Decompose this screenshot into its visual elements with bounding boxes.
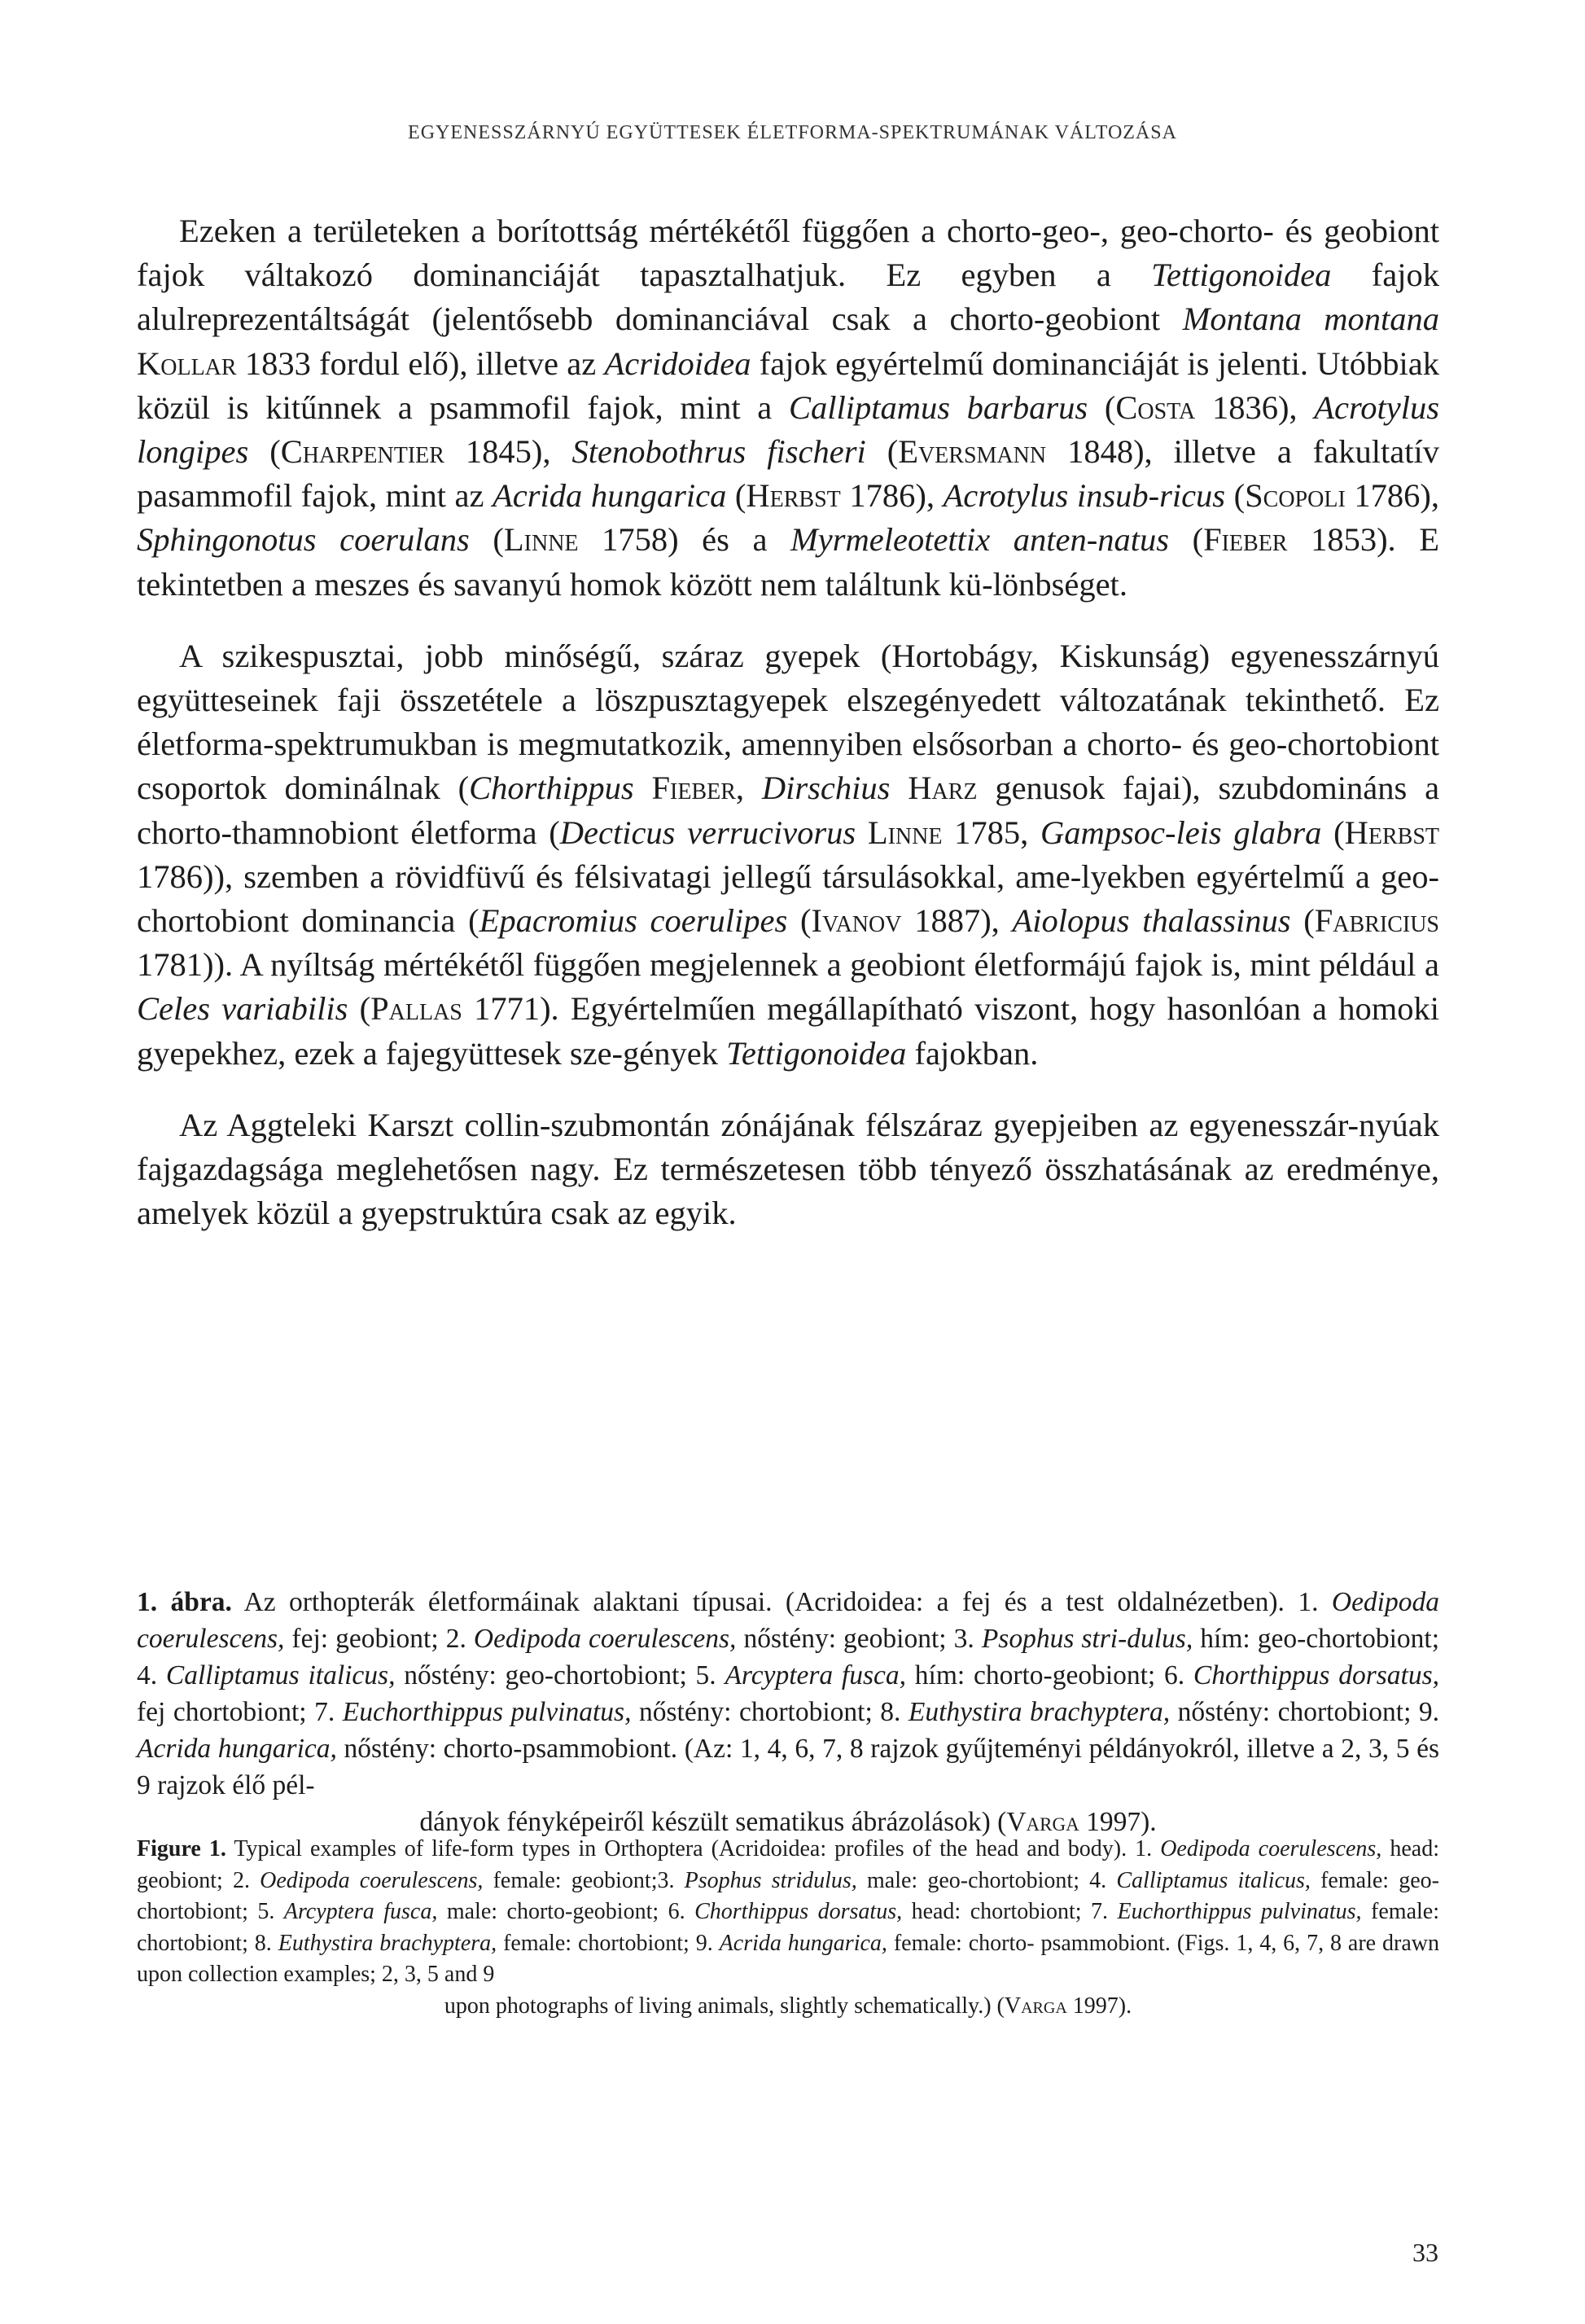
- figure-label: Figure 1.: [137, 1836, 226, 1861]
- running-head: EGYENESSZÁRNYÚ EGYÜTTESEK ÉLETFORMA-SPEKTRUMÁNAK VÁLTOZÁSA: [408, 122, 1177, 143]
- paragraph: Ezeken a területeken a borítottság mértékétől függően a chorto-geo-, geo-chorto- és geobiont fajok váltakozó dominanciáját tapasztalhatjuk. Ez egyben a Tettigonoidea fajok alulreprezentáltságát (jelentősebb dominanciával csak a chorto-geobiont Montana montana Kollar 1833 fordul elő), illetve az Acridoidea fajok egyértelmű dominanciáját is jelenti. Utóbbiak közül is kitűnnek a psammofil fajok, mint a Calliptamus barbarus (Costa 1836), Acrotylus longipes (Charpentier 1845), Stenobothrus fischeri (Eversmann 1848), illetve a fakultatív pasammofil fajok, mint az Acrida hungarica (Herbst 1786), Acrotylus insub-ricus (Scopoli 1786), Sphingonotus coerulans (Linne 1758) és a Myrmeleotettix anten-natus (Fieber 1853). E tekintetben a meszes és savanyú homok között nem találtunk kü-lönbséget.: [137, 213, 1439, 603]
- page-number: 33: [1412, 2238, 1438, 2267]
- figure-caption-hungarian: 1. ábra. Az orthopterák életformáinak alaktani típusai. (Acridoidea: a fej és a test oldalnézetben). 1. Oedipoda coerulescens, fej: geobiont; 2. Oedipoda coerulescens, nőstény: geobiont; 3. Psophus stri-dulus, hím: geo-chortobiont; 4. Calliptamus italicus, nőstény: geo-chortobiont; 5. Arcyptera fusca, hím: chorto-geobiont; 6. Chorthippus dorsatus, fej chortobiont; 7. Euchorthippus pulvinatus, nőstény: chortobiont; 8. Euthystira brachyptera, nőstény: chortobiont; 9. Acrida hungarica, nőstény: chorto-psammobiont. (Az: 1, 4, 6, 7, 8 rajzok gyűjteményi példányokról, illetve a 2, 3, 5 és 9 rajzok élő pél- dányok fényképeiről készült sematikus ábrázolások) (Varga 1997).: [137, 1587, 1440, 1837]
- paragraph: Az Aggteleki Karszt collin-szubmontán zónájának félszáraz gyepjeiben az egyenesszár-nyúak fajgazdagsága meglehetősen nagy. Ez természetesen több tényező összhatásának az eredménye, amelyek közül a gyepstruktúra csak az egyik.: [137, 1106, 1439, 1232]
- body-text: [137, 209, 1439, 1263]
- figure-label: 1. ábra.: [137, 1587, 232, 1617]
- paragraph: A szikespusztai, jobb minőségű, száraz gyepek (Hortobágy, Kiskunság) egyenesszárnyú együtteseinek faji összetétele a löszpusztagyepek elszegényedett változatának tekinthető. Ez életforma-spektrumukban is megmutatkozik, amennyiben elsősorban a chorto- és geo-chortobiont csoportok dominálnak (Chorthippus Fieber, Dirschius Harz genusok fajai), szubdomináns a chorto-thamnobiont életforma (Decticus verrucivorus Linne 1785, Gampsoc-leis glabra (Herbst 1786)), szemben a rövidfüvű és félsivatagi jellegű társulásokkal, ame-lyekben egyértelmű a geo-chortobiont dominancia (Epacromius coerulipes (Ivanov 1887), Aiolopus thalassinus (Fabricius 1781)). A nyíltság mértékétől függően megjelennek a geobiont életformájú fajok is, mint például a Celes variabilis (Pallas 1771). Egyértelműen megállapítható viszont, hogy hasonlóan a homoki gyepekhez, ezek a fajegyüttesek sze-gények Tettigonoidea fajokban.: [137, 637, 1440, 1072]
- figure-caption-english: Figure 1. Typical examples of life-form types in Orthoptera (Acridoidea: profiles of the head and body). 1. Oedipoda coerulescens, head: geobiont; 2. Oedipoda coerulescens, female: geobiont;3. Psophus stridulus, male: geo-chortobiont; 4. Calliptamus italicus, female: geo-chortobiont; 5. Arcyptera fusca, male: chorto-geobiont; 6. Chorthippus dorsatus, head: chortobiont; 7. Euchorthippus pulvinatus, female: chortobiont; 8. Euthystira brachyptera, female: chortobiont; 9. Acrida hungarica, female: chorto- psammobiont. (Figs. 1, 4, 6, 7, 8 are drawn upon collection examples; 2, 3, 5 and 9 upon photographs of living animals, slightly schematically.) (Varga 1997).: [137, 1836, 1439, 2019]
